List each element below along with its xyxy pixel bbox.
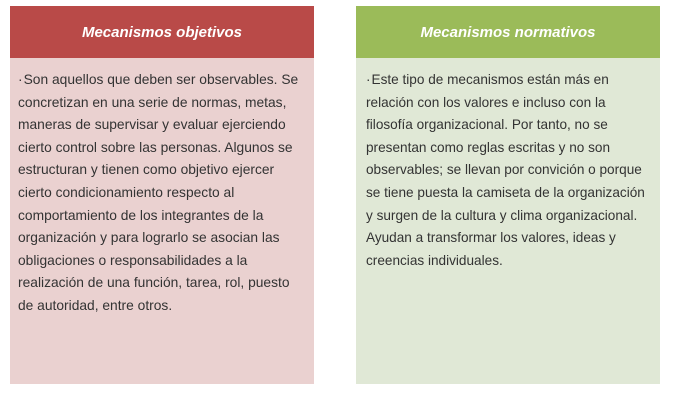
objective-mechanisms-title: Mecanismos objetivos <box>81 23 243 41</box>
bullet-point: · <box>18 72 23 87</box>
normative-mechanisms-header <box>356 6 660 58</box>
objective-mechanisms-body <box>10 58 314 384</box>
normative-mechanisms-title: Mecanismos normativos <box>420 23 596 41</box>
normative-mechanisms-body <box>356 58 660 384</box>
objective-mechanisms-card <box>10 6 314 384</box>
normative-mechanisms-text: Este tipo de mecanismos están más en relación con los valores e incluso con la filosofía organizacional. Por tanto, no se presentan como reglas escritas y no son observables; se llevan por convición o porque se tiene puesta la camiseta de la organización y surgen de la cultura y clima organizacional. Ayudan a transformar los valores, ideas y creencias individuales. <box>366 72 645 268</box>
normative-mechanisms-card <box>356 6 660 384</box>
bullet-point: · <box>366 72 371 87</box>
objective-mechanisms-text: Son aquellos que deben ser observables. Se concretizan en una serie de normas, metas, maneras de supervisar y evaluar ejerciendo cierto control sobre las personas. Algunos se estructuran y tienen como objetivo ejercer cierto condicionamiento respecto al comportamiento de los integrantes de la organización y para lograrlo se asocian las obligaciones o responsabilidades a la realización de una función, tarea, rol, puesto de autoridad, entre otros. <box>18 72 299 313</box>
objective-mechanisms-header <box>10 6 314 58</box>
